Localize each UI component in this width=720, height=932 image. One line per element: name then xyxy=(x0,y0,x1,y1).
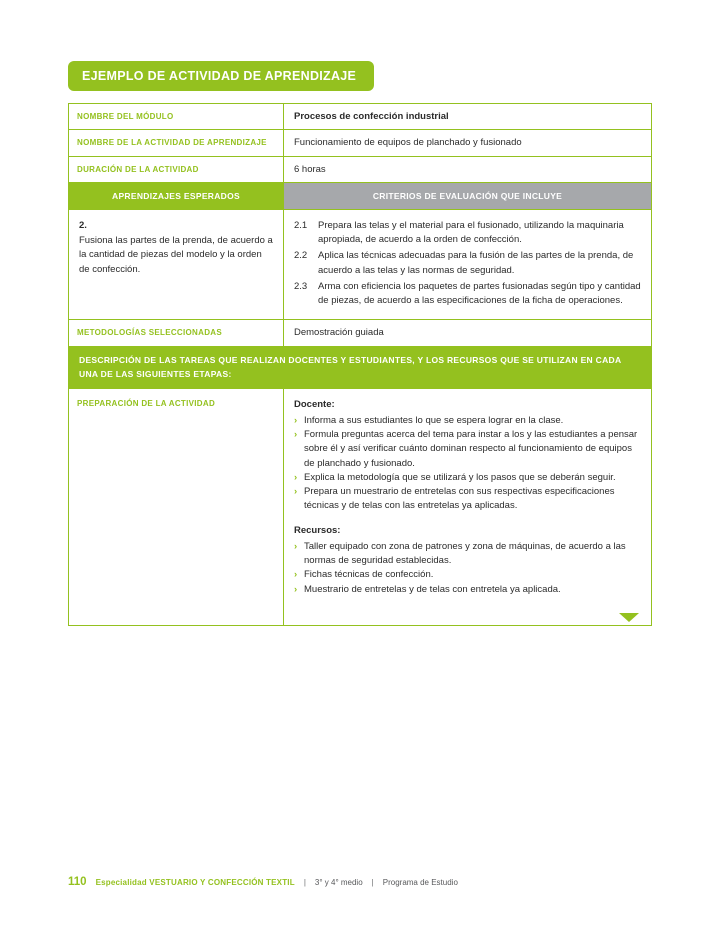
criteria-number: 2.3 xyxy=(294,280,308,292)
chevron-bullet-icon: › xyxy=(294,540,298,552)
methodology-value: Demostración guiada xyxy=(284,320,652,346)
section-header-row xyxy=(69,182,652,209)
list-item xyxy=(294,485,641,514)
chevron-bullet-icon: › xyxy=(294,414,298,426)
expected-learnings-header: APRENDIZAJES ESPERADOS xyxy=(69,182,284,209)
list-item-text: Formula preguntas acerca del tema para instar a los y las estudiantes a pensar sobre él y así verificar cuánto dominan respecto al funcionamiento de equipos de planchado y fusionado. xyxy=(304,429,638,469)
chevron-bullet-icon: › xyxy=(294,429,298,441)
criteria-text: Arma con eficiencia los paquetes de partes fusionadas según tipo y cantidad de piezas, de acuerdo a las especificaciones de la ficha de operaciones. xyxy=(318,280,641,307)
learning-text: Fusiona las partes de la prenda, de acuerdo a la cantidad de piezas del modelo y la orden de confección. xyxy=(79,235,273,275)
activity-name-label: NOMBRE DE LA ACTIVIDAD DE APRENDIZAJE xyxy=(69,130,284,156)
list-item-text: Prepara un muestrario de entretelas con sus respectivas especificaciones técnicas y de telas con las entretelas ya aplicadas. xyxy=(304,486,615,512)
recursos-list xyxy=(294,540,641,597)
learning-criteria-row xyxy=(69,209,652,320)
page-footer xyxy=(68,876,652,888)
criteria-item xyxy=(294,280,641,309)
methodology-row xyxy=(69,320,652,346)
list-item xyxy=(294,428,641,471)
activity-name-value: Funcionamiento de equipos de planchado y fusionado xyxy=(284,130,652,156)
preparation-row xyxy=(69,388,652,625)
preparation-content-cell xyxy=(284,388,652,625)
criteria-text: Aplica las técnicas adecuadas para la fusión de las partes de la prenda, de acuerdo a las telas y las normas de seguridad. xyxy=(318,250,634,276)
evaluation-criteria-header: CRITERIOS DE EVALUACIÓN QUE INCLUYE xyxy=(284,182,652,209)
criteria-number: 2.2 xyxy=(294,250,308,262)
footer-separator: | xyxy=(303,878,306,887)
list-item-text: Explica la metodología que se utilizará y los pasos que se deberán seguir. xyxy=(304,471,616,483)
list-item xyxy=(294,568,641,582)
list-item-text: Informa a sus estudiantes lo que se espera lograr en la clase. xyxy=(304,414,564,426)
list-item xyxy=(294,471,641,485)
chevron-bullet-icon: › xyxy=(294,569,298,581)
list-item-text: Muestrario de entretelas y de telas con entretela ya aplicada. xyxy=(304,583,561,595)
footer-specialty: Especialidad VESTUARIO Y CONFECCIÓN TEXTIL xyxy=(95,878,295,887)
criteria-text: Prepara las telas y el material para el fusionado, utilizando la maquinaria apropiada, de acuerdo a la orden de confección. xyxy=(318,219,624,246)
module-name-label: NOMBRE DEL MÓDULO xyxy=(69,104,284,130)
chevron-bullet-icon: › xyxy=(294,471,298,483)
list-item xyxy=(294,414,641,428)
learning-number: 2. xyxy=(79,219,87,231)
list-item xyxy=(294,583,641,597)
description-banner: DESCRIPCIÓN DE LAS TAREAS QUE REALIZAN DOCENTES Y ESTUDIANTES, Y LOS RECURSOS QUE SE UTILIZAN EN CADA UNA DE LAS SIGUIENTES ETAPAS: xyxy=(69,346,652,388)
chevron-bullet-icon: › xyxy=(294,583,298,595)
footer-separator: | xyxy=(371,878,374,887)
duration-value: 6 horas xyxy=(284,156,652,182)
page-number: 110 xyxy=(68,876,87,888)
criteria-item xyxy=(294,249,641,278)
list-item-text: Taller equipado con zona de patrones y zona de máquinas, de acuerdo a las normas de seguridad establecidas. xyxy=(304,540,626,567)
recursos-title: Recursos: xyxy=(294,524,341,536)
activity-name-row xyxy=(69,130,652,156)
footer-grade: 3° y 4° medio xyxy=(314,878,363,887)
badge-label: EJEMPLO DE ACTIVIDAD DE APRENDIZAJE xyxy=(82,69,357,83)
footer-program: Programa de Estudio xyxy=(382,878,458,887)
list-item-text: Fichas técnicas de confección. xyxy=(304,569,434,581)
continuation-triangle-icon xyxy=(619,613,639,622)
duration-row xyxy=(69,156,652,182)
criteria-number: 2.1 xyxy=(294,219,308,231)
expected-learning-cell xyxy=(69,209,284,320)
docente-title: Docente: xyxy=(294,398,335,410)
evaluation-criteria-cell xyxy=(284,209,652,320)
methodology-label: METODOLOGÍAS SELECCIONADAS xyxy=(69,320,284,346)
preparation-label: PREPARACIÓN DE LA ACTIVIDAD xyxy=(69,388,284,625)
module-name-row xyxy=(69,104,652,130)
docente-list xyxy=(294,414,641,514)
module-name-value: Procesos de confección industrial xyxy=(284,104,652,130)
description-banner-row xyxy=(69,346,652,388)
criteria-item xyxy=(294,219,641,248)
list-item xyxy=(294,540,641,569)
chevron-bullet-icon: › xyxy=(294,486,298,498)
activity-table xyxy=(68,103,652,626)
duration-label: DURACIÓN DE LA ACTIVIDAD xyxy=(69,156,284,182)
activity-example-badge xyxy=(68,61,374,91)
